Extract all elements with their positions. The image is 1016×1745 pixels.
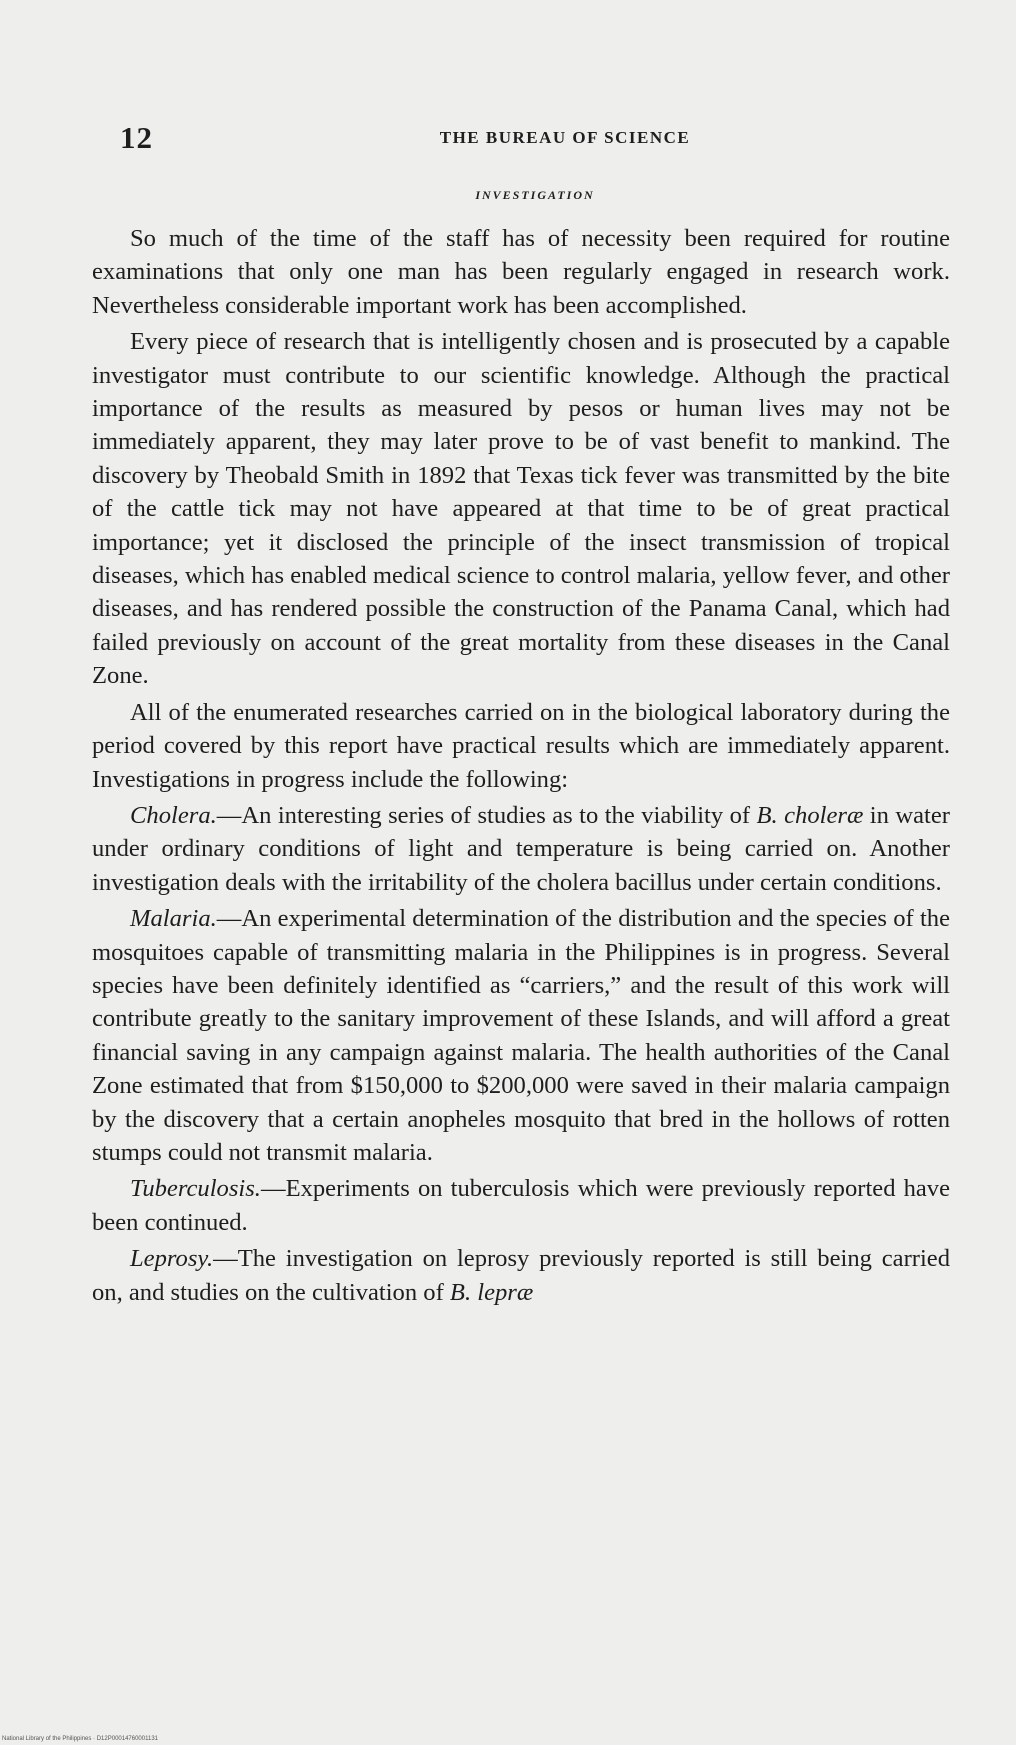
paragraph-enumerated-researches: All of the enumerated researches carried on in the biological laboratory during the period covered by this report have practical results which are immediately apparent. Investigations in progress include the following: <box>92 698 950 793</box>
paragraph-leprosy <box>92 1242 950 1309</box>
tuberculosis-text: —Experiments on tuberculosis which were previously reported have been continued. <box>92 1175 950 1236</box>
page-number: 12 <box>120 120 153 155</box>
cholera-text-1: —An interesting series of studies as to the viability of <box>216 801 757 829</box>
paragraph-staff-time: So much of the time of the staff has of necessity been required for routine examinations that only one man has been regularly engaged in research work. Nevertheless considerable important work has been accomplished. <box>92 225 950 319</box>
malaria-label: Malaria. <box>130 905 217 933</box>
body-text <box>92 222 950 1312</box>
malaria-text: —An experimental determination of the distribution and the species of the mosquitoes capable of transmitting malaria in the Philippines is in progress. Several species have been definitely identified as “carriers,” and the result of this work will contribute greatly to the sanitary improvement of these Islands, and will afford a great financial saving in any campaign against malaria. The health authorities of the Canal Zone estimated that from $150,000 to $200,000 were saved in their malaria campaign by the discovery that a certain anopheles mosquito that bred in the hollows of rotten stumps could not transmit malaria. <box>92 905 950 1166</box>
paragraph-research-value: Every piece of research that is intelligently chosen and is prosecuted by a capable investigator must contribute to our scientific knowledge. Although the practical importance of the results as measured by pesos or human lives may not be immediately apparent, they may later prove to be of vast benefit to mankind. The discovery by Theobald Smith in 1892 that Texas tick fever was transmitted by the bite of the cattle tick may not have appeared at that time to be of great practical importance; yet it disclosed the principle of the insect transmission of tropical diseases, which has enabled medical science to control malaria, yellow fever, and other diseases, and has rendered possible the construction of the Panama Canal, which had failed previously on account of the great mortality from these diseases in the Canal Zone. <box>92 328 950 690</box>
section-heading: INVESTIGATION <box>475 188 595 202</box>
leprosy-text: —The investigation on leprosy previously reported is still being carried on, and studies on the cultivation of <box>92 1245 950 1306</box>
page-header <box>120 120 950 160</box>
running-title: THE BUREAU OF SCIENCE <box>439 128 691 147</box>
leprosy-species: B. lepræ <box>449 1278 534 1306</box>
tuberculosis-label: Tuberculosis. <box>130 1175 261 1203</box>
leprosy-label: Leprosy. <box>130 1245 214 1273</box>
cholera-text-2: in water under ordinary conditions of light and temperature is being carried on. Another investigation deals with the irritability of the cholera bacillus under certain conditions. <box>92 801 950 896</box>
cholera-label: Cholera. <box>130 801 217 829</box>
paragraph-malaria <box>92 902 950 1169</box>
scan-credit: National Library of the Philippines · D12P00014760001131 <box>2 1736 158 1742</box>
cholera-species: B. choleræ <box>756 801 864 829</box>
paragraph-tuberculosis <box>92 1172 950 1239</box>
paragraph-cholera <box>92 799 950 899</box>
